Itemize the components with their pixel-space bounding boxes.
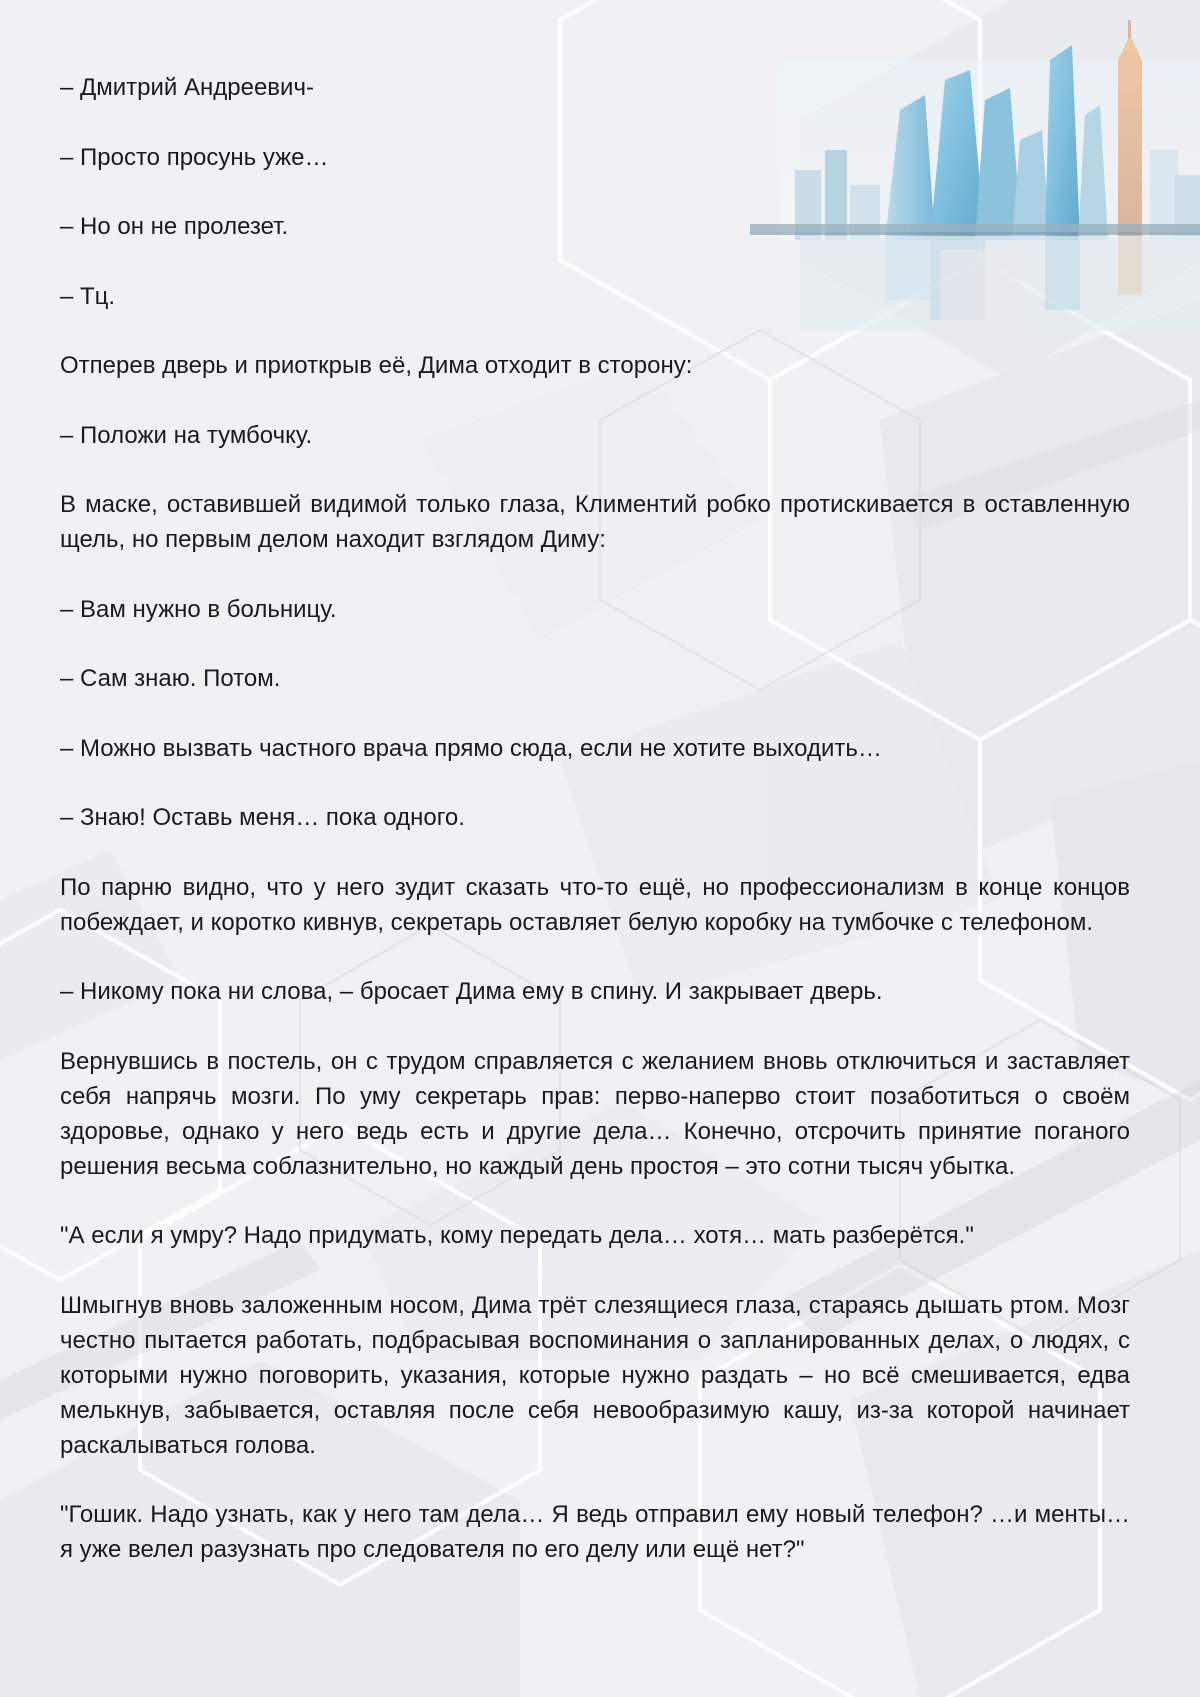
paragraph-9: – Сам знаю. Потом. [60, 665, 281, 692]
paragraph-3: – Но он не пролезет. [60, 213, 289, 240]
paragraph-16: Шмыгнув вновь заложенным носом, Дима трёт слезящиеся глаза, стараясь дышать ртом. Мозг честно пытается работать, подбрасывая воспоминания о запланированных делах, о людях, с которыми нужно поговорить, указания, которые нужно раздать – но всё смешивается, едва мелькнув, забывается, оставляя после себя невообразимую кашу, из-за которой начинает раскалываться голова. [60, 1291, 1130, 1459]
paragraph-4: – Тц. [60, 282, 116, 310]
document-body [60, 70, 1130, 1602]
paragraph-6: – Положи на тумбочку. [60, 421, 313, 449]
paragraph-13: – Никому пока ни слова, – бросает Дима ему в спину. И закрывает дверь. [60, 978, 883, 1005]
paragraph-11: – Знаю! Оставь меня… пока одного. [60, 804, 465, 831]
paragraph-1: – Дмитрий Андреевич- [60, 74, 314, 101]
paragraph-17: "Гошик. Надо узнать, как у него там дела… Я ведь отправил ему новый телефон? …и менты… я уже велел разузнать про следователя по его делу или ещё нет?" [60, 1501, 1130, 1563]
paragraph-15: "А если я умру? Надо придумать, кому передать дела… хотя… мать разберётся." [60, 1222, 974, 1249]
paragraph-12: По парню видно, что у него зудит сказать что-то ещё, но профессионализм в конце концов побеждает, и коротко кивнув, секретарь оставляет белую коробку на тумбочке с телефоном. [60, 873, 1130, 936]
paragraph-8: – Вам нужно в больницу. [60, 595, 337, 623]
paragraph-2: – Просто просунь уже… [60, 143, 329, 171]
paragraph-7: В маске, оставившей видимой только глаза, Климентий робко протискивается в оставленную щель, но первым делом находит взглядом Диму: [60, 491, 1130, 553]
paragraph-14: Вернувшись в постель, он с трудом справляется с желанием вновь отключиться и заставляет себя напрячь мозги. По уму секретарь прав: перво-наперво стоит позаботиться о своём здоровье, однако у него ведь есть и другие дела… Конечно, отсрочить принятие поганого решения весьма соблазнительно, но каждый день простоя – это сотни тысяч убытка. [60, 1047, 1130, 1180]
paragraph-5: Отперев дверь и приоткрыв её, Дима отходит в сторону: [60, 352, 693, 379]
paragraph-10: – Можно вызвать частного врача прямо сюда, если не хотите выходить… [60, 734, 882, 762]
